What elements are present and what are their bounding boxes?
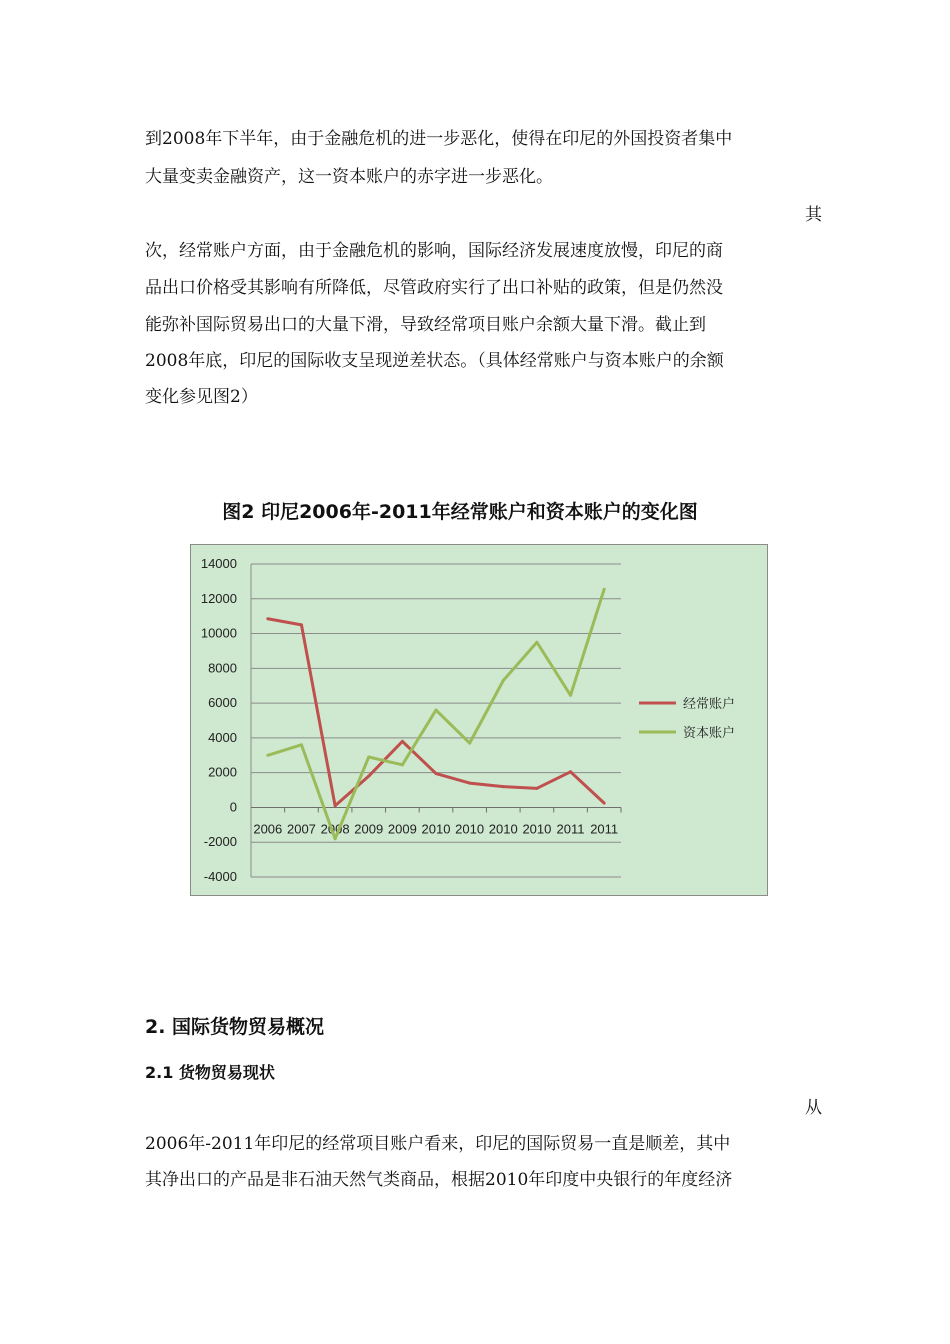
y-tick-label: 2000 xyxy=(208,764,237,780)
body-text-line: 变化参见图2） xyxy=(145,387,258,407)
data-point xyxy=(468,742,471,745)
figure-title: 图2 印尼2006年-2011年经常账户和资本账户的变化图 xyxy=(222,501,698,523)
x-tick-label: 2010 xyxy=(522,821,552,837)
paragraph-first-char: 其 xyxy=(805,205,822,225)
y-tick-label: 6000 xyxy=(208,695,237,711)
chart-svg xyxy=(191,545,767,895)
section-heading: 2. 国际货物贸易概况 xyxy=(145,1016,325,1038)
x-tick-label: 2010 xyxy=(455,821,485,837)
data-point xyxy=(535,787,538,790)
data-point xyxy=(401,740,404,743)
legend-label: 经常账户 xyxy=(683,697,736,712)
data-point xyxy=(401,763,404,766)
body-text-line: 2006年-2011年印尼的经常项目账户看来，印尼的国际贸易一直是顺差，其中 xyxy=(145,1134,731,1154)
data-point xyxy=(300,743,303,746)
x-tick-label: 2009 xyxy=(387,821,417,837)
data-point xyxy=(502,785,505,788)
body-text-line: 其净出口的产品是非石油天然气类商品，根据2010年印度中央银行的年度经济 xyxy=(145,1170,733,1190)
data-point xyxy=(535,641,538,644)
body-text-line: 2008年底，印尼的国际收支呈现逆差状态。（具体经常账户与资本账户的余额 xyxy=(145,351,724,371)
data-point xyxy=(603,802,606,805)
y-tick-label: 10000 xyxy=(200,625,237,641)
y-tick-label: 0 xyxy=(229,799,237,815)
body-text-line: 次，经常账户方面，由于金融危机的影响，国际经济发展速度放慢，印尼的商 xyxy=(145,241,723,261)
data-point xyxy=(569,694,572,697)
x-tick-label: 2010 xyxy=(421,821,451,837)
x-tick-label: 2009 xyxy=(354,821,384,837)
data-point xyxy=(367,775,370,778)
y-tick-label: 4000 xyxy=(208,729,237,745)
x-tick-label: 2010 xyxy=(488,821,518,837)
data-point xyxy=(334,804,337,807)
data-point xyxy=(502,679,505,682)
data-point xyxy=(569,770,572,773)
x-tick-label: 2008 xyxy=(320,821,350,837)
data-point xyxy=(603,588,606,591)
body-text-line: 品出口价格受其影响有所降低，尽管政府实行了出口补贴的政策，但是仍然没 xyxy=(145,278,723,298)
y-tick-label: 8000 xyxy=(208,660,237,676)
data-point xyxy=(266,754,269,757)
y-tick-label: -2000 xyxy=(203,834,237,850)
body-text-line: 能弥补国际贸易出口的大量下滑，导致经常项目账户余额大量下滑。截止到 xyxy=(145,315,706,335)
body-text-line: 到2008年下半年，由于金融危机的进一步恶化，使得在印尼的外国投资者集中 xyxy=(145,129,733,149)
y-tick-label: -4000 xyxy=(203,869,237,884)
data-point xyxy=(435,772,438,775)
data-point xyxy=(435,709,438,712)
legend-label: 资本账户 xyxy=(683,726,736,741)
paragraph-first-char: 从 xyxy=(805,1098,822,1118)
x-tick-label: 2011 xyxy=(590,821,619,837)
y-tick-label: 14000 xyxy=(200,556,237,571)
x-tick-label: 2007 xyxy=(286,821,316,837)
data-point xyxy=(300,623,303,626)
x-tick-label: 2011 xyxy=(556,821,585,837)
data-point xyxy=(367,756,370,759)
y-tick-label: 12000 xyxy=(200,590,237,606)
data-point xyxy=(266,617,269,620)
data-point xyxy=(468,782,471,785)
data-point xyxy=(334,837,337,840)
subsection-heading: 2.1 货物贸易现状 xyxy=(145,1063,275,1082)
x-tick-label: 2006 xyxy=(253,821,283,837)
line-chart xyxy=(190,544,768,896)
body-text-line: 大量变卖金融资产，这一资本账户的赤字进一步恶化。 xyxy=(145,167,553,187)
